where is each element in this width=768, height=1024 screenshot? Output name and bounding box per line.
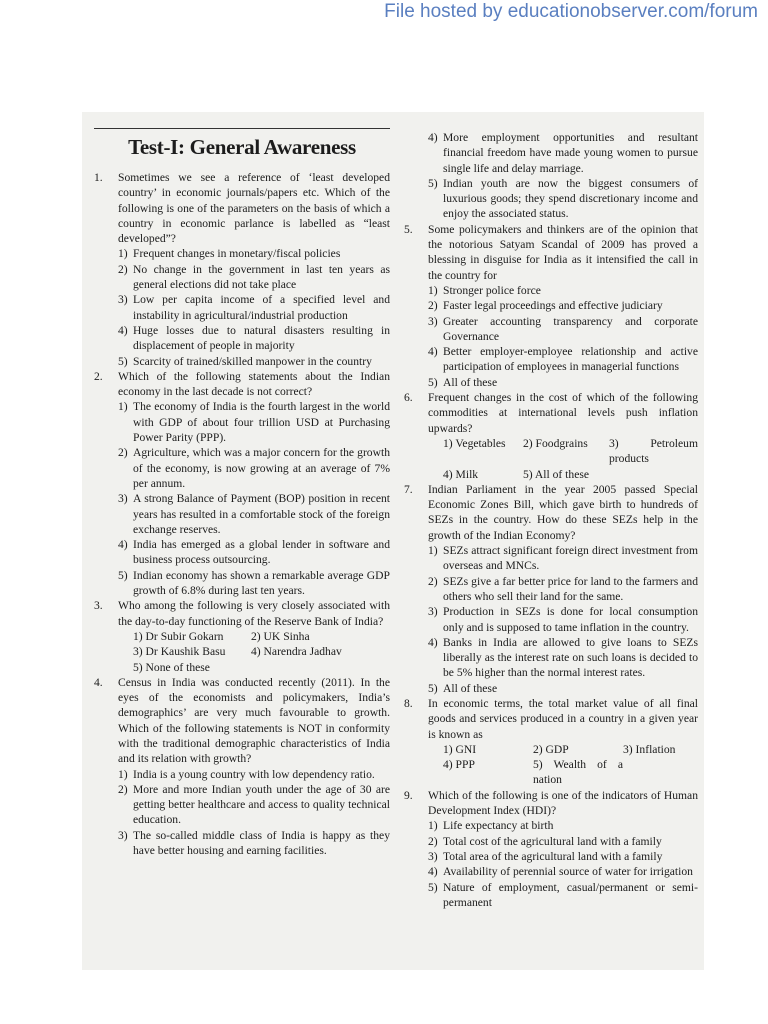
option-item bbox=[428, 834, 698, 849]
option-number: 4) bbox=[428, 635, 438, 649]
option-item bbox=[118, 354, 390, 369]
option-text: More and more Indian youth under the age of 30 are getting better healthcare and access to quality technical education. bbox=[133, 782, 390, 827]
option-item bbox=[428, 314, 698, 345]
option-number: 5) bbox=[428, 375, 438, 389]
option-item bbox=[428, 283, 698, 298]
option-item: 2) Foodgrains bbox=[523, 436, 588, 450]
option-text: Availability of perennial source of water for irrigation bbox=[443, 865, 693, 879]
scanned-page bbox=[82, 112, 704, 970]
option-text: Huge losses due to natural disasters resulting in displacement of people in majority bbox=[133, 323, 390, 353]
option-number: 4) bbox=[428, 345, 438, 359]
option-item bbox=[428, 574, 698, 605]
question-9 bbox=[404, 788, 698, 910]
option-item: 1) Dr Subir Gokarn bbox=[133, 629, 224, 643]
question-5 bbox=[404, 222, 698, 390]
option-number: 4) bbox=[118, 323, 128, 337]
option-text: Indian economy has shown a remarkable average GDP growth of 6.8% during last ten years. bbox=[133, 568, 390, 598]
option-item bbox=[428, 635, 698, 681]
option-item bbox=[428, 298, 698, 313]
option-text: More employment opportunities and resultant financial freedom have made young women to pursue single life and delay marriage. bbox=[443, 131, 698, 175]
question-text: Sometimes we see a reference of ‘least developed country’ in economic journals/papers etc. Which of the following is one of the parameters on the basis of which a country in economic parlance is labelled as “least developed”? bbox=[118, 171, 390, 246]
option-text: Low per capita income of a specified level and instability in agricultural/industrial production bbox=[133, 293, 390, 322]
option-item: 5) All of these bbox=[523, 467, 590, 481]
option-item: 5) None of these bbox=[133, 660, 210, 674]
option-number: 3) bbox=[428, 314, 438, 328]
option-number: 1) bbox=[118, 767, 128, 781]
option-text: Greater accounting transparency and corporate Governance bbox=[443, 314, 698, 343]
option-item bbox=[428, 849, 698, 864]
option-item: 2) UK Sinha bbox=[251, 629, 310, 643]
option-item: 2) GDP bbox=[533, 742, 569, 756]
option-number: 5) bbox=[428, 176, 438, 190]
question-text: Who among the following is very closely associated with the day-to-day functioning of the Reserve Bank of India? bbox=[118, 599, 390, 628]
option-number: 2) bbox=[428, 574, 438, 588]
question-number: 5. bbox=[404, 222, 413, 236]
option-text: The economy of India is the fourth largest in the world with GDP of about four trillion USD at Purchasing Power Parity (PPP). bbox=[133, 400, 390, 445]
option-text: India has emerged as a global lender in software and business process outsourcing. bbox=[133, 538, 390, 567]
option-text: India is a young country with low dependency ratio. bbox=[133, 767, 375, 781]
option-number: 5) bbox=[118, 354, 128, 368]
option-text: Banks in India are allowed to give loans to SEZs liberally as the interest rate on such loans is decided to be 5% higher than the normal interest rates. bbox=[443, 635, 698, 680]
option-number: 1) bbox=[428, 544, 438, 558]
option-block bbox=[428, 436, 698, 482]
option-number: 5) bbox=[428, 681, 438, 695]
option-item bbox=[118, 568, 390, 599]
option-number: 3) bbox=[118, 828, 128, 842]
question-text: Which of the following is one of the indicators of Human Development Index (HDI)? bbox=[428, 788, 698, 818]
option-number: 1) bbox=[428, 283, 438, 297]
question-text: In economic terms, the total market value of all final goods and services produced in a country in a given year is known as bbox=[428, 696, 698, 741]
option-item bbox=[428, 818, 698, 833]
option-number: 4) bbox=[428, 131, 438, 144]
left-column bbox=[94, 128, 390, 858]
option-text: Total cost of the agricultural land with a family bbox=[443, 834, 662, 848]
option-text: SEZs give a far better price for land to the farmers and others who sell their land for the same. bbox=[443, 574, 698, 603]
option-item bbox=[118, 323, 390, 354]
option-item bbox=[428, 344, 698, 375]
option-item: 3) Inflation bbox=[623, 742, 676, 756]
option-item bbox=[428, 880, 698, 911]
question-2 bbox=[94, 369, 390, 598]
option-text: A strong Balance of Payment (BOP) position in recent years has resulted in a comfortable stock of the foreign exchange reserves. bbox=[133, 492, 390, 536]
option-number: 1) bbox=[428, 819, 438, 833]
question-8 bbox=[404, 696, 698, 788]
option-item: 4) Narendra Jadhav bbox=[251, 645, 342, 659]
option-number: 2) bbox=[428, 834, 438, 848]
option-item bbox=[118, 262, 390, 293]
question-text: Some policymakers and thinkers are of the opinion that the notorious Satyam Scandal of 2009 has proved a blessing in disguise for India as it intensified the call in the country for bbox=[428, 222, 698, 282]
option-text: Indian youth are now the biggest consumers of luxurious goods; they spend discretionary income and enjoy the associated status. bbox=[443, 176, 698, 221]
option-text: No change in the government in last ten years as general elections did not take place bbox=[133, 262, 390, 292]
option-number: 1) bbox=[118, 400, 128, 414]
option-number: 2) bbox=[118, 262, 128, 276]
option-item bbox=[118, 782, 390, 828]
question-number: 3. bbox=[94, 599, 103, 613]
question-1 bbox=[94, 170, 390, 369]
option-text: Scarcity of trained/skilled manpower in the country bbox=[133, 354, 372, 368]
question-3 bbox=[94, 598, 390, 674]
option-item bbox=[118, 445, 390, 491]
option-item bbox=[428, 681, 698, 696]
option-item: 1) GNI bbox=[443, 742, 477, 756]
option-item: 3) Dr Kaushik Basu bbox=[133, 645, 226, 659]
hosted-by-link[interactable]: File hosted by educationobserver.com/forum bbox=[384, 1, 758, 22]
option-number: 2) bbox=[118, 446, 128, 460]
option-number: 2) bbox=[428, 299, 438, 313]
question-4 bbox=[94, 675, 390, 859]
question-text: Census in India was conducted recently (2011). In the eyes of the economists and policymakers, India’s demographics’ are very much favourable to growth. Which of the following statements is NOT in conformity with the traditional demographic characteristics of India and its relation with growth? bbox=[118, 675, 390, 766]
option-text: Better employer-employee relationship and active participation of employees in managerial functions bbox=[443, 345, 698, 374]
question-number: 4. bbox=[94, 675, 103, 689]
option-item bbox=[118, 767, 390, 782]
option-item bbox=[428, 176, 698, 222]
option-text: Faster legal proceedings and effective judiciary bbox=[443, 299, 663, 313]
option-number: 3) bbox=[118, 293, 128, 307]
option-item: 4) PPP bbox=[443, 758, 475, 772]
option-number: 3) bbox=[428, 605, 438, 619]
option-item bbox=[118, 292, 390, 323]
option-item bbox=[428, 864, 698, 879]
option-text: Stronger police force bbox=[443, 283, 541, 297]
option-item bbox=[609, 467, 698, 482]
option-number: 5) bbox=[118, 568, 128, 582]
option-text: Agriculture, which was a major concern for the growth of the economy, is now growing at an average of 7% per annum. bbox=[133, 446, 390, 490]
option-item: 1) Vegetables bbox=[443, 436, 506, 450]
option-item bbox=[118, 399, 390, 445]
option-text: Frequent changes in monetary/fiscal policies bbox=[133, 247, 341, 261]
option-item bbox=[428, 130, 698, 176]
option-grid bbox=[443, 742, 698, 788]
option-item bbox=[428, 375, 698, 390]
option-text: All of these bbox=[443, 681, 498, 695]
question-text: Which of the following statements about the Indian economy in the last decade is not correct? bbox=[118, 369, 390, 399]
question-7 bbox=[404, 482, 698, 696]
option-number: 5) bbox=[428, 880, 438, 894]
question-number: 1. bbox=[94, 171, 103, 184]
option-item bbox=[118, 537, 390, 568]
right-column bbox=[404, 130, 698, 910]
option-block bbox=[428, 742, 698, 788]
option-block bbox=[118, 629, 390, 675]
option-item bbox=[118, 246, 390, 261]
question-number: 7. bbox=[404, 482, 413, 496]
option-text: Total area of the agricultural land with a family bbox=[443, 849, 663, 863]
option-text: All of these bbox=[443, 375, 498, 389]
question-number: 9. bbox=[404, 788, 413, 802]
option-number: 4) bbox=[118, 538, 128, 552]
option-item bbox=[118, 491, 390, 537]
question-text: Frequent changes in the cost of which of the following commodities at international levels push inflation upwards? bbox=[428, 391, 698, 435]
page-title: Test-I: General Awareness bbox=[128, 135, 356, 159]
option-item bbox=[623, 757, 698, 788]
left-questions bbox=[94, 170, 390, 858]
question-number: 2. bbox=[94, 369, 103, 383]
question-4-continued bbox=[404, 130, 698, 222]
option-text: The so-called middle class of India is happy as they have better housing and earning facilities. bbox=[133, 828, 390, 858]
option-item bbox=[428, 543, 698, 574]
option-grid bbox=[133, 629, 390, 660]
right-questions bbox=[404, 222, 698, 910]
question-number: 6. bbox=[404, 391, 413, 405]
option-text: Life expectancy at birth bbox=[443, 819, 554, 833]
option-number: 2) bbox=[118, 782, 128, 796]
option-number: 1) bbox=[118, 247, 128, 261]
option-text: Nature of employment, casual/permanent or semi-permanent bbox=[443, 880, 698, 909]
option-number: 3) bbox=[118, 492, 128, 506]
title-rule bbox=[94, 128, 390, 129]
question-number: 8. bbox=[404, 696, 413, 710]
option-item: 5) Wealth of a nation bbox=[533, 758, 623, 787]
option-item: 3) Petroleum products bbox=[609, 436, 698, 466]
option-item: 4) Milk bbox=[443, 467, 479, 481]
continued-options bbox=[404, 130, 698, 222]
question-text: Indian Parliament in the year 2005 passed Special Economic Zones Bill, which gave birth to hundreds of SEZs in the country. How do these SEZs help in the growth of the Indian Economy? bbox=[428, 482, 698, 542]
option-number: 3) bbox=[428, 849, 438, 863]
option-number: 4) bbox=[428, 865, 438, 879]
option-text: SEZs attract significant foreign direct investment from overseas and MNCs. bbox=[443, 544, 698, 573]
question-6 bbox=[404, 390, 698, 482]
option-item bbox=[428, 604, 698, 635]
option-item bbox=[118, 828, 390, 859]
option-grid bbox=[443, 436, 698, 482]
option-text: Production in SEZs is done for local consumption only and is supposed to tame inflation in the country. bbox=[443, 605, 698, 634]
